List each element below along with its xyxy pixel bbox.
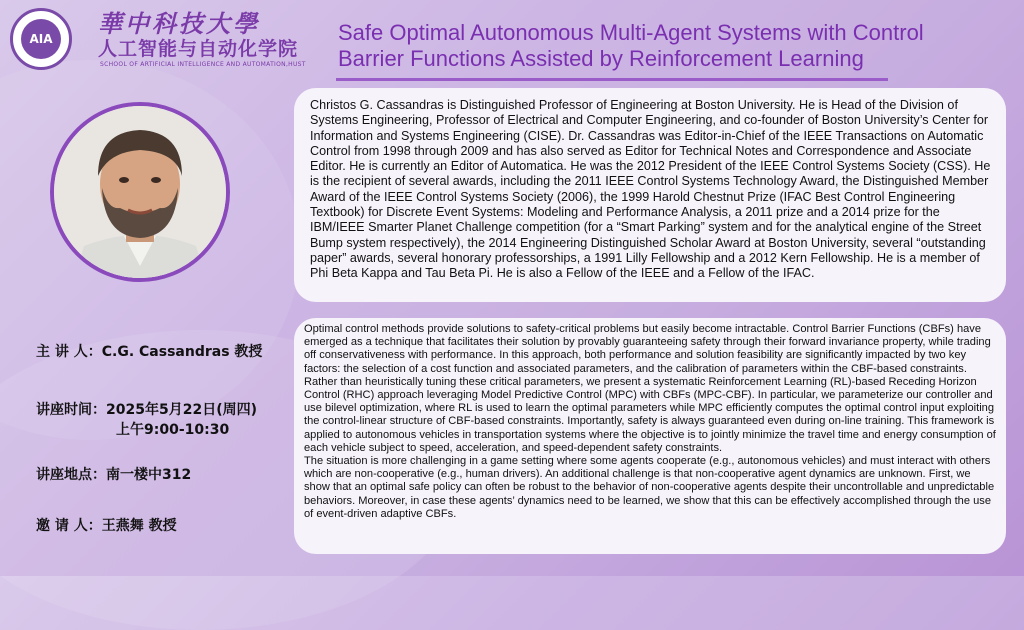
lecture-title [338, 20, 1008, 72]
university-name-cn: 華中科技大學 [98, 9, 260, 38]
speaker-bio-box [294, 88, 1006, 302]
school-logo [10, 8, 72, 70]
time-label: 讲座时间： [36, 402, 106, 418]
speaker-bio: Christos G. Cassandras is Distinguished Professor of Engineering at Boston University. He is Head of the Division of Systems Engineering, Professor of Electrical and Computer Engineering, and co-founder of Boston University’s Center for Information and Systems Engineering (CISE). Dr. Cassandras was Editor-in-Chief of the IEEE Transactions on Automatic Control from 1998 through 2009 and has also served as Editor for Technical Notes and Correspondence and Associate Editor. He is currently an Editor of Automatica. He was the 2012 President of the IEEE Control Systems Society (CSS). He is the recipient of several awards, including the 2011 IEEE Control Systems Technology Award, the Distinguished Member Award of the IEEE Control Systems Society (2006), the 1999 Harold Chestnut Prize (IFAC Best Control Engineering Textbook) for Discrete Event Systems: Modeling and Performance Analysis, a 2011 prize and a 2014 prize for the IBM/IEEE Smarter Planet Challenge competition (for a “Smart Parking” system and for the analytical engine of the Street Bump system respectively), the 2014 Engineering Distinguished Scholar Award at Boston University, several “outstanding paper” awards, several honorary professorships, a 1991 Lilly Fellowship and a 2012 Kern Fellowship. He is a member of Phi Beta Kappa and Tau Beta Pi. He is also a Fellow of the IEEE and a Fellow of the IFAC. [310, 98, 991, 281]
speaker-label: 主 讲 人： [36, 344, 102, 360]
abstract-box [294, 318, 1006, 554]
time-info-line2 [116, 419, 229, 439]
abstract-paragraph-1: Optimal control methods provide solutions to safety-critical problems but easily become intractable. Control Barrier Functions (CBFs) have emerged as a technique that facilitates their solution by provably guaranteeing safety through their forward invariance property, while trading off conservativeness with performance. In this approach, both performance and solution feasibility are significantly impacted by two key factors: the selection of a cost function and associated parameters, and the calibration of parameters within the CBF-based constraints. Rather than heuristically tuning these critical parameters, we present a systematic Reinforcement Learning (RL)-based Receding Horizon Control (RHC) approach leveraging Model Predictive Control (MPC) with CBFs (MPC-CBF). In particular, we parameterize our controller and use bilevel optimization, where RL is used to learn the optimal parameters while MPC efficiently computes the optimal control input exploiting the control-linear structure of CBF-based constraints. Importantly, safety is always guaranteed even during on-line training. This framework is applied to autonomous vehicles in transportation systems where the objective is to jointly minimize the travel time and energy consumption of each vehicle subject to speed, acceleration, and speed-dependent safety constraints. [304, 323, 996, 454]
time-info [36, 399, 257, 419]
place-value: 南一楼中312 [106, 467, 192, 483]
logo-emblem: AIA [21, 19, 61, 59]
lecture-title-line1: Safe Optimal Autonomous Multi-Agent Systems with Control [338, 20, 924, 45]
school-name-cn: 人工智能与自动化学院 [98, 38, 299, 60]
place-info [36, 464, 191, 484]
host-info [36, 515, 177, 535]
title-underline [336, 78, 888, 81]
place-label: 讲座地点： [36, 467, 106, 483]
speaker-photo [50, 102, 230, 282]
host-label: 邀 请 人： [36, 518, 102, 534]
host-value: 王燕舞 教授 [101, 518, 177, 534]
abstract-paragraph-2: The situation is more challenging in a game setting where some agents cooperate (e.g., autonomous vehicles) and must interact with others which are non-cooperative (e.g., human drivers). An additional challenge is that non-cooperative agent dynamics are unknown. First, we show that an optimal safe policy can often be robust to the behavior of non-cooperative agents despite their uncontrollable and unpredictable behaviors. Moreover, in case these agents’ dynamics need to be learned, we show that this can be effectively accomplished through the use of event-driven adaptive CBFs. [304, 455, 995, 520]
speaker-info [36, 341, 262, 361]
abstract-text [304, 323, 996, 521]
speaker-value: C.G. Cassandras 教授 [101, 344, 263, 360]
time-value: 2025年5月22日(周四) [106, 402, 257, 418]
school-name-en: SCHOOL OF ARTIFICIAL INTELLIGENCE AND AUTOMATION,HUST [100, 61, 306, 68]
lecture-title-line2: Barrier Functions Assisted by Reinforcement Learning [338, 46, 864, 71]
time-value-line2: 上午9:00-10:30 [116, 422, 230, 438]
